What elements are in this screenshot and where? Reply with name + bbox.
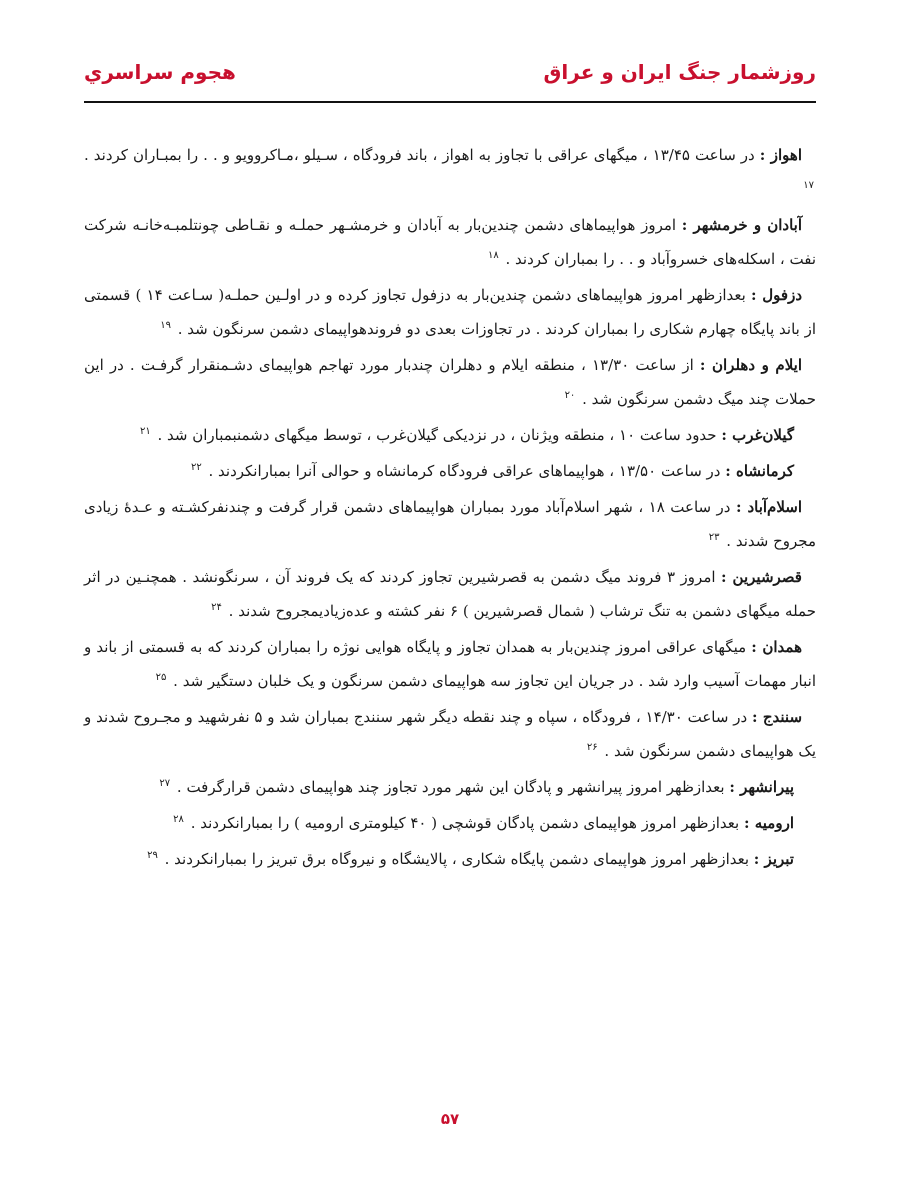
footnote-ref: ۲۸	[173, 814, 184, 825]
footnote-ref: ۲۷	[159, 778, 171, 789]
running-title: روزشمار جنگ ايران و عراق	[543, 60, 816, 84]
entry-city: گیلان‌غرب :	[721, 426, 794, 444]
footnote-ref: ۲۴	[211, 602, 222, 613]
entry-text: میگهای عراقی امروز چندین‌بار به همدان تجاوز و پایگاه هوایی نوژه را بمباران کردند که به قسمتی از باند و انبار مهمات آسیب وارد شد . در جریان این تجاوز سه هواپیمای دشمن سرنگون و یک خلبان دستگیر شد .	[84, 638, 816, 690]
entry-city: آبادان و خرمشهر :	[681, 216, 802, 234]
entry-city: سنندج :	[752, 708, 803, 726]
entry-city: تبریز :	[753, 850, 794, 868]
footnote-ref: ۲۲	[190, 462, 202, 473]
entry-text: امروز ۳ فروند میگ دشمن به قصرشیرین تجاوز کردند که یک فروند آن ، سرنگونشد . همچنـین در اثر حمله میگهای دشمن به تنگ ترشاب ( شمال قصرشیرین ) ۶ نفر کشته و عده‌زیادیمجروح شدند .	[84, 568, 816, 620]
entry-eslamabad	[84, 490, 816, 558]
entry-city: کرمانشاه :	[725, 462, 794, 480]
footnote-ref: ۲۶	[586, 742, 598, 753]
footnote-ref: ۲۹	[147, 850, 158, 861]
entry-text: در ساعت ۱۸ ، شهر اسلام‌آباد مورد بمباران هواپیماهای دشمن قرار گرفت و چندنفرکشـته و عـدهٔ زیادی مجروح شدند .	[84, 498, 816, 550]
footnote-ref: ۲۵	[155, 672, 167, 683]
entry-text: در ساعت ۱۳/۴۵ ، میگهای عراقی با تجاوز به اهواز ، باند فرودگاه ، سـیلو ،مـاکروویو و . . را بمبـاران کردند .	[84, 146, 760, 164]
entry-urmia	[84, 806, 816, 840]
entry-city: پیرانشهر :	[729, 778, 794, 796]
footnote-ref: ۱۹	[160, 320, 171, 331]
page-number: ۵۷	[440, 1110, 460, 1128]
entry-kermanshah	[84, 454, 816, 488]
entry-city: اسلام‌آباد :	[735, 498, 803, 516]
entry-gilan-gharb	[84, 418, 816, 452]
entry-city: ارومیه :	[743, 814, 794, 832]
footnote-ref: ۱۷	[803, 180, 814, 191]
header-divider	[84, 101, 816, 103]
page-header	[84, 52, 816, 92]
entry-ilam-dehloran	[84, 348, 816, 416]
entry-city: دزفول :	[751, 286, 802, 304]
entry-city: قصرشیرین :	[721, 568, 802, 586]
entry-text: بعدازظهر امروز هواپیمای دشمن پادگان قوشچی ( ۴۰ کیلومتری ارومیه ) را بمبارانکردند .	[190, 814, 744, 832]
section-title: هجوم سراسري	[84, 60, 236, 84]
entry-text: در ساعت ۱۳/۵۰ ، هواپیماهای عراقی فرودگاه کرمانشاه و حوالی آنرا بمبارانکردند .	[208, 462, 726, 480]
entry-city: همدان :	[751, 638, 802, 656]
entry-sanandaj	[84, 700, 816, 768]
entry-text: حدود ساعت ۱۰ ، منطقه ویژنان ، در نزدیکی گیلان‌غرب ، توسط میگهای دشمنبمباران شد .	[157, 426, 722, 444]
footnote-ref: ۲۱	[139, 426, 151, 437]
entry-text: بعدازظهر امروز هواپیمای دشمن پایگاه شکاری ، پالایشگاه و نیروگاه برق تبریز را بمبارانکردند .	[164, 850, 754, 868]
entry-hamedan	[84, 630, 816, 698]
footnote-ref: ۲۳	[708, 532, 720, 543]
footnote-ref: ۲۰	[564, 390, 576, 401]
entry-abadan-khorramshahr	[84, 208, 816, 276]
entry-ahvaz	[84, 138, 816, 206]
entry-text: بعدازظهر امروز پیرانشهر و پادگان این شهر مورد تجاوز چند هواپیمای دشمن قرارگرفت .	[176, 778, 730, 796]
entry-city: اهواز :	[759, 146, 802, 164]
footnote-ref: ۱۸	[487, 250, 499, 261]
entry-dezful	[84, 278, 816, 346]
entry-text: بعدازظهر امروز هواپیماهای دشمن چندین‌بار به دزفول تجاوز کرده و در اولـین حملـه( سـاعت ۱۴ ) قسمتی از باند پایگاه چهارم شکاری را بمباران کردند . در تجاوزات بعدی دو فروندهواپیمای دشمن سرنگون شد .	[84, 286, 816, 338]
entry-piranshahr	[84, 770, 816, 804]
entry-qasr-shirin	[84, 560, 816, 628]
entry-text: از ساعت ۱۳/۳۰ ، منطقه ایلام و دهلران چندبار مورد تهاجم هواپیمای دشـمنقرار گرفـت . در این حملات چند میگ دشمن سرنگون شد .	[84, 356, 816, 408]
entry-tabriz	[84, 842, 816, 876]
entry-city: ایلام و دهلران :	[699, 356, 802, 374]
entry-text: امروز هواپیماهای دشمن چندین‌بار به آبادان و خرمشـهر حملـه و نقـاطی چونتلمبـه‌خانـه شرکت نفت ، اسکله‌های خسروآباد و . . را بمباران کردند .	[84, 216, 816, 268]
body-text	[84, 138, 816, 878]
entry-text: در ساعت ۱۴/۳۰ ، فرودگاه ، سپاه و چند نقطه دیگر شهر سنندج بمباران شد و ۵ نفرشهید و مجـروح شدند و یک هواپیمای دشمن سرنگون شد .	[84, 708, 816, 760]
